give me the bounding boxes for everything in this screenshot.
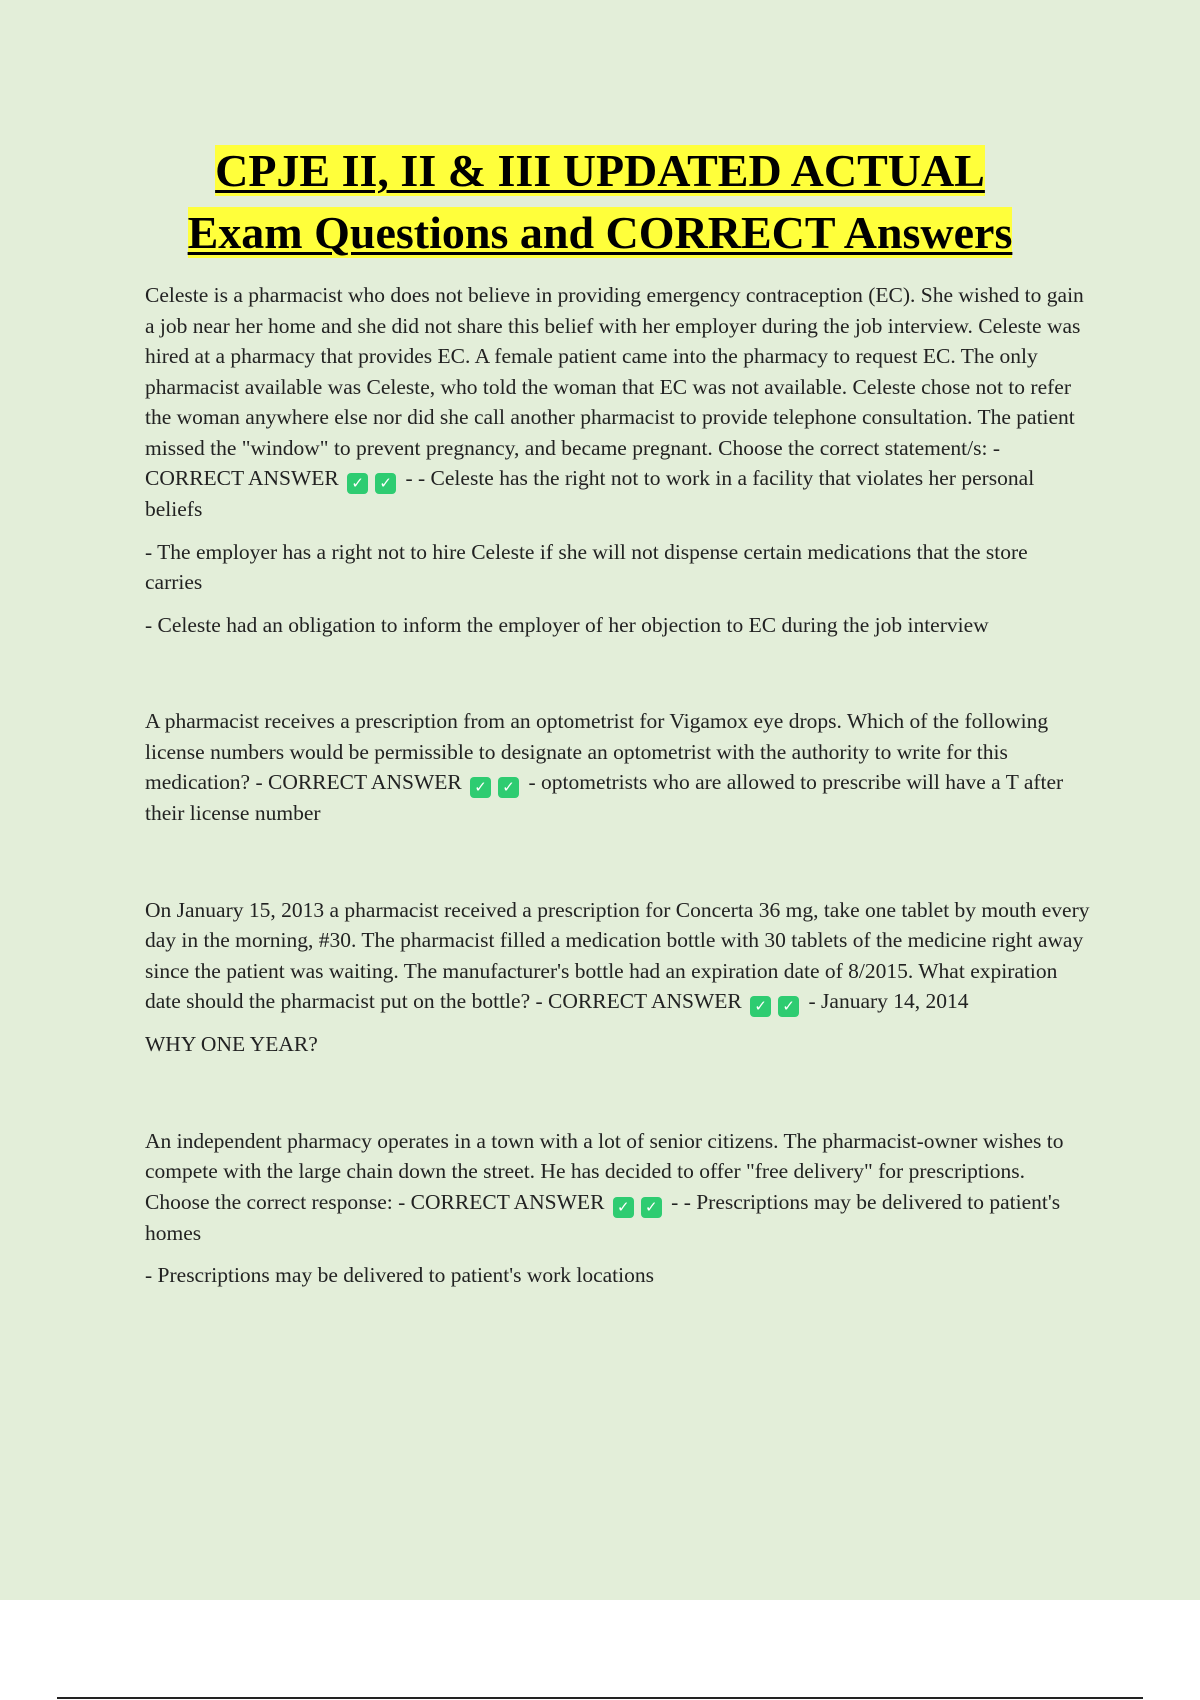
question-answer: - January 14, 2014 bbox=[808, 989, 969, 1013]
question-prompt: An independent pharmacy operates in a town with a lot of senior citizens. The pharmacist-owner wishes to compete with the large chain down the street. He has decided to offer "free delivery" for prescriptions. Choose the correct response: - CORRECT ANSWER bbox=[145, 1128, 1064, 1214]
question-answer: - optometrists who are allowed to prescribe will have a T after their license number bbox=[145, 770, 1064, 825]
answer-extra-line: - Prescriptions may be delivered to patient's work locations bbox=[145, 1263, 654, 1287]
document-body bbox=[145, 280, 1090, 1303]
title-line-2: Exam Questions and CORRECT Answers bbox=[187, 207, 1013, 258]
answer-extra-line: - Celeste had an obligation to inform the employer of her objection to EC during the job interview bbox=[145, 612, 989, 637]
block-spacer bbox=[145, 652, 1090, 706]
question-answer: - - Prescriptions may be delivered to patient's homes bbox=[145, 1189, 1061, 1245]
question-block-3 bbox=[145, 895, 1090, 1060]
green-checkbox-icon: ✓ bbox=[750, 996, 771, 1017]
block-spacer bbox=[145, 1072, 1090, 1126]
question-paragraph bbox=[145, 706, 1090, 829]
question-block-4 bbox=[145, 1126, 1090, 1291]
page-divider bbox=[57, 1697, 1143, 1699]
question-prompt: Celeste is a pharmacist who does not believe in providing emergency contraception (EC). She wished to gain a job near her home and she did not share this belief with her employer during the job interview. Celeste was hired at a pharmacy that provides EC. A female patient came into the pharmacy to request EC. The only pharmacist available was Celeste, who told the woman that EC was not available. Celeste chose not to refer the woman anywhere else nor did she call another pharmacist to provide telephone consultation. The patient missed the "window" to prevent pregnancy, and became pregnant. Choose the correct statement/s: - CORRECT ANSWER bbox=[145, 283, 1084, 490]
question-prompt: On January 15, 2013 a pharmacist received a prescription for Concerta 36 mg, take one tablet by mouth every day in the morning, #30. The pharmacist filled a medication bottle with 30 tablets of the medicine right away since the patient was waiting. The manufacturer's bottle had an expiration date of 8/2015. What expiration date should the pharmacist put on the bottle? - CORRECT ANSWER bbox=[145, 897, 1090, 1013]
block-spacer bbox=[145, 841, 1090, 895]
document-title bbox=[100, 140, 1100, 264]
question-answer: - - Celeste has the right not to work in a facility that violates her personal beliefs bbox=[145, 466, 1035, 521]
green-checkbox-icon: ✓ bbox=[613, 1197, 634, 1218]
green-checkbox-icon: ✓ bbox=[641, 1197, 662, 1218]
green-checkbox-icon: ✓ bbox=[778, 996, 799, 1017]
green-checkbox-icon: ✓ bbox=[498, 777, 519, 798]
green-checkbox-icon: ✓ bbox=[347, 473, 368, 494]
page-bottom-margin bbox=[0, 1600, 1200, 1700]
question-block-1 bbox=[145, 280, 1090, 640]
title-line-1: CPJE II, II & III UPDATED ACTUAL bbox=[215, 145, 985, 196]
question-block-2 bbox=[145, 706, 1090, 829]
question-prompt: A pharmacist receives a prescription from an optometrist for Vigamox eye drops. Which of the following license numbers would be permissible to designate an optometrist with the authority to write for this medication? - CORRECT ANSWER bbox=[145, 709, 1049, 794]
question-paragraph bbox=[145, 1126, 1090, 1249]
question-paragraph bbox=[145, 280, 1090, 525]
green-checkbox-icon: ✓ bbox=[375, 473, 396, 494]
answer-extra-line: - The employer has a right not to hire Celeste if she will not dispense certain medications that the store carries bbox=[145, 539, 1028, 594]
question-paragraph bbox=[145, 895, 1090, 1018]
answer-extra-line: WHY ONE YEAR? bbox=[145, 1032, 318, 1056]
green-checkbox-icon: ✓ bbox=[470, 777, 491, 798]
